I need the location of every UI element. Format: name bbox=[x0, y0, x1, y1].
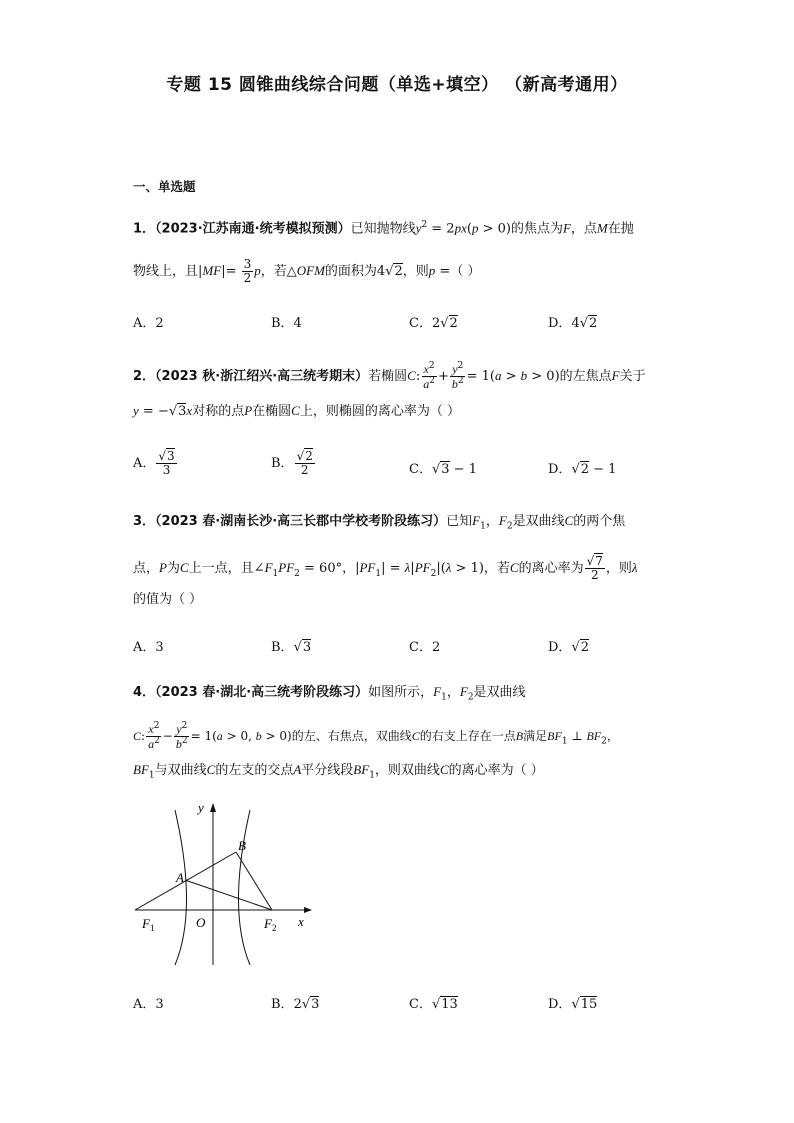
segment-bf2 bbox=[236, 852, 272, 910]
q2-line2: y = −√3x对称的点P在椭圆C上，则椭圆的离心率为（ ） bbox=[133, 403, 460, 419]
q4-option-a[interactable]: A．3 bbox=[133, 997, 164, 1012]
y-axis-arrow bbox=[210, 803, 216, 812]
q4-option-c[interactable]: C．√13 bbox=[409, 997, 458, 1012]
x-label: x bbox=[298, 914, 304, 929]
q1-option-d[interactable]: D．4√2 bbox=[548, 316, 598, 331]
q1-line2: 物线上，且|MF|= $\frac{3}{2}$ p，若△OFM的面积为4√2，则p =（ ） bbox=[133, 257, 481, 286]
origin-label: O bbox=[196, 915, 206, 930]
q4-line1: 4．（2023 春·湖北·高三统考阶段练习）如图所示，$F_1$，$F_2$是双曲线 bbox=[133, 684, 526, 703]
y-label: y bbox=[198, 800, 204, 815]
page-title: 专题 15 圆锥曲线综合问题（单选+填空） （新高考通用） bbox=[166, 75, 628, 95]
f2-label: $F_2$ bbox=[264, 916, 277, 933]
q2-option-d[interactable]: D．√2 − 1 bbox=[548, 462, 617, 477]
q3-option-a[interactable]: A．3 bbox=[133, 640, 164, 655]
q1-line1: 1．（2023·江苏南通·统考模拟预测）已知抛物线$y^2 = 2px(p > 0)$的焦点为F，点M在抛 bbox=[133, 220, 634, 237]
segment-bf1 bbox=[135, 852, 236, 910]
hyperbola-figure bbox=[130, 800, 320, 970]
section-heading: 一、单选题 bbox=[133, 179, 196, 194]
q4-option-b[interactable]: B．2√3 bbox=[271, 997, 320, 1012]
q4-option-d[interactable]: D．√15 bbox=[548, 997, 598, 1012]
q3-line3: 的值为（ ） bbox=[133, 592, 203, 607]
left-branch bbox=[175, 810, 187, 965]
segment-af2 bbox=[185, 880, 272, 910]
q3-option-c[interactable]: C．2 bbox=[409, 640, 441, 655]
q1-option-c[interactable]: C．2√2 bbox=[409, 316, 458, 331]
q2-option-b[interactable]: B． $\frac{√2}{2}$ bbox=[271, 449, 313, 478]
f1-label: $F_1$ bbox=[142, 916, 155, 933]
q1-option-b[interactable]: B．4 bbox=[271, 316, 302, 331]
right-branch bbox=[239, 810, 251, 965]
point-b-label: B bbox=[238, 838, 246, 853]
q2-source: 2．（2023 秋·浙江绍兴·高三统考期末） bbox=[133, 369, 369, 385]
q4-line2: C: $\frac{x^2}{a^2}$ − $\frac{y^2}{b^2}$ = 1(a > 0, b > 0)的左、右焦点，双曲线C的右支上存在一点B满足$BF_1$ ⊥ $BF_2$， bbox=[133, 721, 619, 752]
q1-source: 1．（2023·江苏南通·统考模拟预测） bbox=[133, 221, 351, 237]
q2-option-c[interactable]: C．√3 − 1 bbox=[409, 462, 477, 477]
x-axis-arrow bbox=[304, 907, 312, 913]
point-a-label: A bbox=[176, 870, 184, 885]
q2-line1: 2．（2023 秋·浙江绍兴·高三统考期末）若椭圆C: $\frac{x^2}{a^2}$ + $\frac{y^2}{b^2}$ = 1(a > b > 0)的左焦点F关于 bbox=[133, 361, 646, 392]
q4-source: 4．（2023 春·湖北·高三统考阶段练习） bbox=[133, 685, 369, 700]
q3-option-d[interactable]: D．√2 bbox=[548, 640, 590, 655]
q4-line3: $BF_1$与双曲线C的左支的交点A平分线段$BF_1$，则双曲线C的离心率为（ ） bbox=[133, 762, 544, 781]
q3-line1: 3．（2023 春·湖南长沙·高三长郡中学校考阶段练习）已知$F_1$，$F_2$是双曲线C的两个焦 bbox=[133, 513, 626, 532]
q3-line2: 点，P为C上一点，且$\angle F_1PF_2 = 60^\circ$，$|PF_1| = \lambda|PF_2|(\lambda > 1)$，若C的离心率为 $\frac{√7}{2}$ ，则λ bbox=[133, 554, 638, 583]
q3-source: 3．（2023 春·湖南长沙·高三长郡中学校考阶段练习） bbox=[133, 514, 447, 529]
q2-option-a[interactable]: A． $\frac{√3}{3}$ bbox=[133, 449, 175, 478]
q3-option-b[interactable]: B．√3 bbox=[271, 640, 312, 655]
q1-option-a[interactable]: A．2 bbox=[133, 316, 164, 331]
